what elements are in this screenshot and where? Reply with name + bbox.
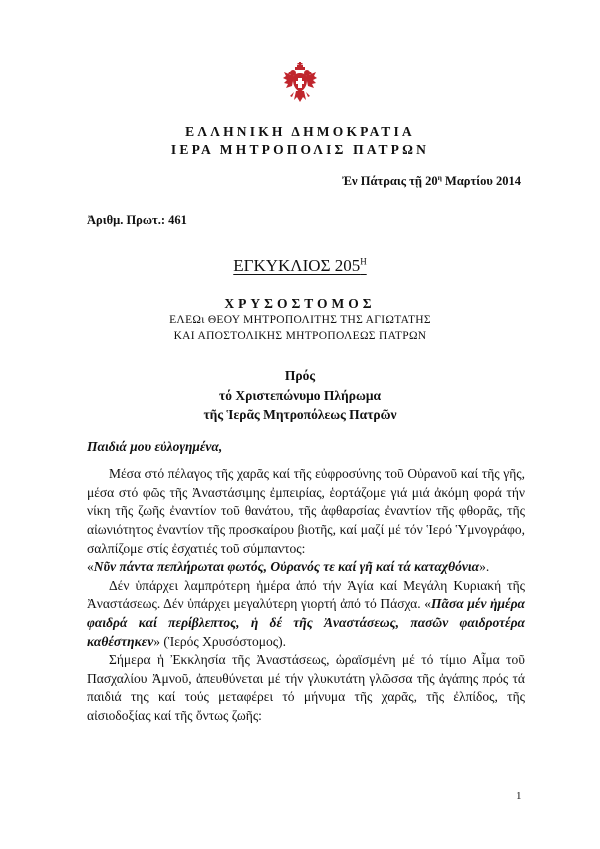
quote-1-close: ». (479, 559, 490, 575)
quote-1-text: Νῦν πάντα πεπλήρωται φωτός, Οὐρανός τε καί γῆ καί τά καταχθόνια (93, 559, 480, 575)
page-number: 1 (516, 790, 522, 802)
double-headed-eagle-icon (282, 62, 318, 106)
date-prefix: Ἐν Πάτραις τῇ 20 (342, 174, 438, 189)
date-ordinal: η (437, 173, 442, 182)
quote-1-open: « (87, 559, 94, 575)
document-title (0, 256, 600, 276)
date-line (342, 173, 521, 189)
sender-name: ΧΡΥΣΟΣΤΟΜΟΣ (224, 296, 376, 311)
header-line-1: ΕΛΛΗΝΙΚΗ ΔΗΜΟΚΡΑΤΙΑ (185, 124, 415, 139)
letter-body (87, 438, 525, 726)
date-rest: Μαρτίου 2014 (441, 174, 521, 189)
paragraph-2-quote: Πᾶσα μέν ἡμέρα φαιδρά καί περίβλεπτος, ἡ δέ τῆς Ἀναστάσεως, πασῶν φαιδροτέρα καθέστηκεν (87, 596, 525, 649)
sender-title-line-2: ΚΑΙ ΑΠΟΣΤΟΛΙΚΗΣ ΜΗΤΡΟΠΟΛΕΩΣ ΠΑΤΡΩΝ (173, 330, 427, 342)
title-text: ΕΓΚΥΚΛΙΟΣ 205 (233, 256, 361, 275)
addressee-line-2: τό Χριστεπώνυμο Πλήρωμα (219, 388, 381, 403)
paragraph-2 (87, 577, 525, 651)
paragraph-2-text: Δέν ὑπάρχει λαμπρότερη ἡμέρα ἀπό τήν Ἁγία καί Μεγάλη Κυριακή τῆς Ἀναστάσεως. Δέν ὑπάρχει μεγαλύτερη γιορτή ἀπό τό Πάσχα. « (87, 577, 525, 612)
title-suffix: Η (360, 256, 367, 267)
paragraph-2-end: » (Ἱερός Χρυσόστομος). (153, 633, 286, 649)
paragraph-1: Μέσα στό πέλαγος τῆς χαρᾶς καί τῆς εὐφροσύνης τοῦ Οὐρανοῦ καί τῆς γῆς, μέσα στό φῶς τῆς Ἀναστάσιμης ἐμπειρίας, ἑορτάζομε γιά μιά ἀκόμη φορά τήν νίκη τῆς ζωῆς ἐναντίον τοῦ θανάτου, τῆς ἀφθαρσίας ἐναντίον τῆς φθορᾶς, τῆς αἰωνιότητος ἐναντίον τῆς προσκαίρου βιοτῆς, καί μαζί μέ τόν Ἱερό Ὑμνογράφο, σαλπίζομε στίς ἐσχατιές τοῦ σύμπαντος: (87, 466, 525, 556)
addressee-line-1: Πρός (284, 368, 316, 383)
sender-title-line-1: ΕΛΕΩι ΘΕΟΥ ΜΗΤΡΟΠΟΛΙΤΗΣ ΤΗΣ ΑΓΙΩΤΑΤΗΣ (169, 314, 431, 326)
paragraph-3: Σήμερα ἡ Ἐκκλησία τῆς Ἀναστάσεως, ὡραϊσμένη μέ τό τίμιο Αἷμα τοῦ Πασχαλίου Ἀμνοῦ, ἀπευθύνεται μέ τήν γλυκυτάτη γλῶσσα τῆς ἀγάπης πρός τά παιδιά της καί τούς μεταφέρει τό μήνυμα τῆς χαρᾶς, τῆς ἐλπίδος, τῆς αἰσιοδοξίας καί τῆς ὄντως ζωῆς: (87, 652, 525, 723)
protocol-number: Ἀριθμ. Πρωτ.: 461 (87, 213, 187, 227)
greeting: Παιδιά μου εὐλογημένα, (87, 439, 223, 454)
quote-1 (87, 558, 525, 577)
header-line-2: ΙΕΡΑ ΜΗΤΡΟΠΟΛΙΣ ΠΑΤΡΩΝ (170, 142, 430, 157)
addressee-line-3: τῆς Ἱερᾶς Μητροπόλεως Πατρῶν (203, 407, 397, 422)
